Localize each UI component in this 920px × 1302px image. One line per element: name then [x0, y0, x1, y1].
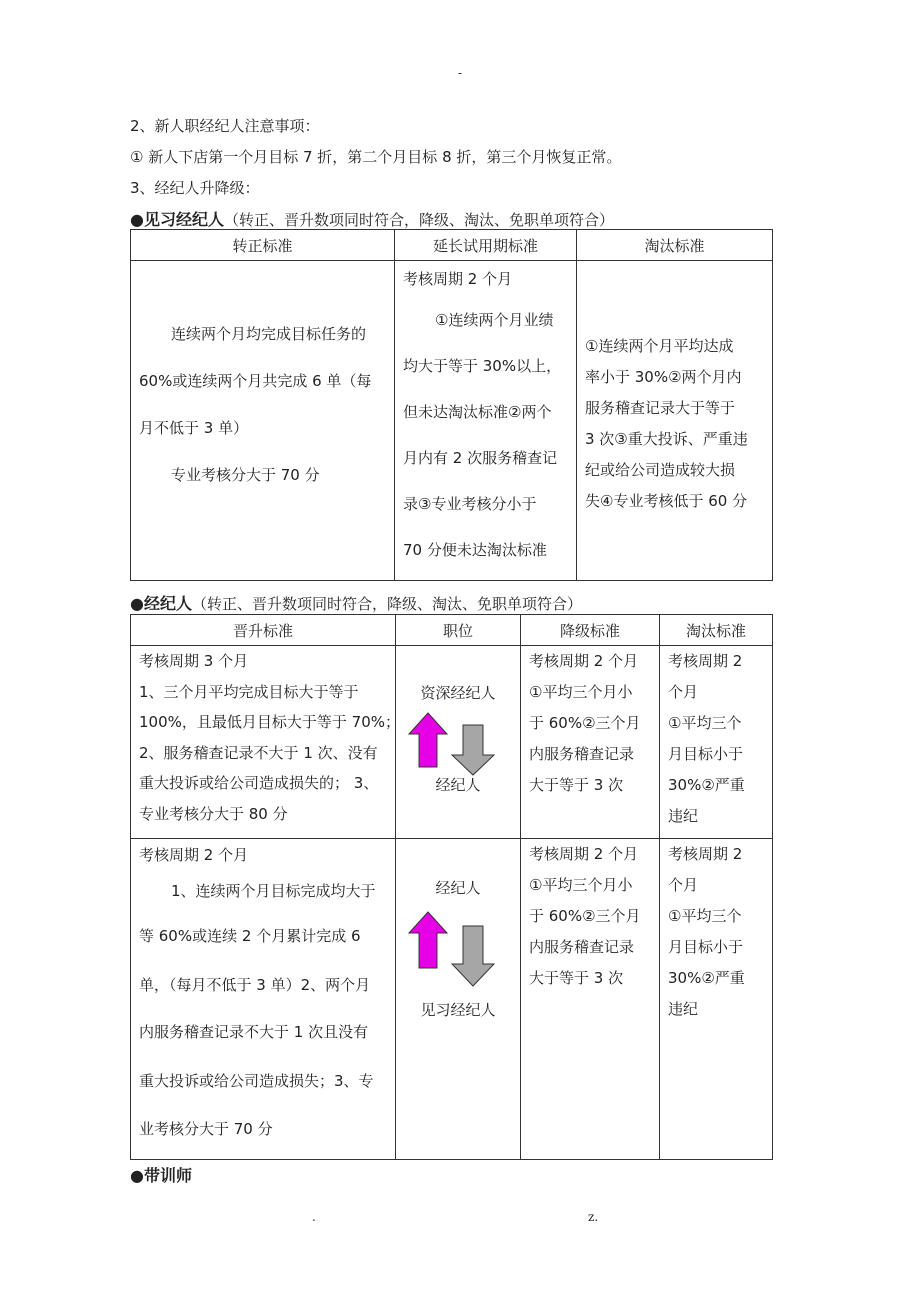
- trainee-col-extend: 延长试用期标准: [395, 230, 577, 261]
- agent-row2-position: [396, 839, 521, 1160]
- promote-line: 2、服务稽查记录不大于 1 次、没有: [139, 743, 378, 762]
- promote-line: 100%，且最低月目标大于等于 70%；: [139, 713, 400, 731]
- section3-title: 3、经纪人升降级：: [130, 179, 260, 197]
- promote-line: 专业考核分大于 80 分: [139, 804, 288, 823]
- agent-col-eliminate: 淘汰标准: [660, 615, 773, 646]
- eliminate-line: 30%②严重: [668, 776, 745, 794]
- eliminate-line: 个月: [668, 876, 699, 894]
- agent-row2-promote: [131, 839, 396, 1160]
- demote-line: ①平均三个月小: [529, 683, 633, 701]
- agent-heading: ●经纪人: [130, 594, 192, 613]
- agent-row1-eliminate: [660, 646, 773, 839]
- promote-line: 内服务稽查记录不大于 1 次且没有: [139, 1023, 369, 1041]
- eliminate-line: 月目标小于: [668, 745, 744, 763]
- trainee-col-confirm: 转正标准: [131, 230, 395, 261]
- trainee-extend-line: 录③专业考核分小于: [403, 495, 537, 513]
- eliminate-line: 个月: [668, 683, 699, 701]
- eliminate-line: 月目标小于: [668, 938, 744, 956]
- position-upper-label: 资深经纪人: [420, 684, 496, 702]
- promote-line: 单，（每月不低于 3 单）2、两个月: [139, 976, 371, 994]
- trainee-note: （转正、晋升数项同时符合，降级、淘汰、免职单项符合）: [223, 211, 614, 229]
- agent-note: （转正、晋升数项同时符合，降级、淘汰、免职单项符合）: [191, 595, 582, 613]
- footer-left-mark: .: [312, 1210, 316, 1224]
- section2-item1: ① 新人下店第一个月目标 7 折，第二个月目标 8 折，第三个月恢复正常。: [130, 148, 622, 166]
- position-upper-label: 经纪人: [435, 879, 481, 897]
- eliminate-line: ①平均三个: [668, 907, 742, 925]
- trainee-eliminate-line: 纪或给公司造成较大损: [585, 461, 736, 479]
- trainee-confirm-cell: [131, 261, 395, 581]
- trainee-eliminate-cell: [577, 261, 773, 581]
- up-arrow-icon: [408, 911, 448, 969]
- agent-col-promote: 晋升标准: [131, 615, 396, 646]
- eliminate-line: 考核周期 2: [668, 652, 743, 670]
- demote-line: 大于等于 3 次: [529, 969, 624, 987]
- trainee-confirm-line: 连续两个月均完成目标任务的: [171, 325, 367, 343]
- footer-right-mark: z.: [588, 1210, 599, 1224]
- position-lower-label: 见习经纪人: [420, 1001, 496, 1019]
- eliminate-line: 违纪: [668, 807, 699, 825]
- agent-row1-promote: [131, 646, 400, 839]
- trainee-extend-line: 月内有 2 次服务稽查记: [403, 449, 558, 467]
- demote-line: 于 60%②三个月: [529, 714, 641, 732]
- promote-line: 考核周期 2 个月: [139, 846, 249, 864]
- trainee-col-eliminate: 淘汰标准: [577, 230, 773, 261]
- trainee-confirm-line: 专业考核分大于 70 分: [171, 466, 320, 484]
- down-arrow-icon: [451, 724, 495, 776]
- agent-heading-line: [130, 591, 582, 614]
- demote-line: ①平均三个月小: [529, 876, 633, 894]
- agent-col-demote: 降级标准: [521, 615, 660, 646]
- trainee-eliminate-line: ①连续两个月平均达成: [585, 337, 734, 355]
- agent-row1-demote: [521, 646, 660, 839]
- demote-line: 于 60%②三个月: [529, 907, 641, 925]
- demote-line: 考核周期 2 个月: [529, 845, 639, 863]
- trainee-extend-line: 但未达淘汰标准②两个: [403, 403, 552, 421]
- promote-line: 1、三个月平均完成目标大于等于: [139, 682, 359, 701]
- agent-row1-position: [396, 646, 521, 839]
- trainee-eliminate-line: 率小于 30%②两个月内: [585, 368, 742, 386]
- trainee-eliminate-line: 3 次③重大投诉、严重违: [585, 430, 748, 448]
- trainee-eliminate-line: 失④专业考核低于 60 分: [585, 492, 748, 510]
- promote-line: 业考核分大于 70 分: [139, 1120, 273, 1138]
- demote-line: 内服务稽查记录: [529, 938, 635, 956]
- eliminate-line: 考核周期 2: [668, 845, 743, 863]
- promote-line: 等 60%或连续 2 个月累计完成 6: [139, 927, 361, 945]
- trainee-confirm-line: 月不低于 3 单）: [139, 419, 249, 437]
- demote-line: 大于等于 3 次: [529, 776, 624, 794]
- promote-line: 重大投诉或给公司造成损失；3、专: [139, 1072, 374, 1090]
- trainee-table: [130, 229, 773, 581]
- position-lower-label: 经纪人: [435, 776, 481, 794]
- agent-row2-eliminate: [660, 839, 773, 1160]
- trainee-extend-line: ①连续两个月业绩: [435, 311, 554, 329]
- trainer-heading: ●带训师: [130, 1166, 192, 1185]
- up-arrow-icon: [408, 712, 448, 768]
- section2-title: 2、新人职经纪人注意事项：: [130, 117, 320, 135]
- agent-table: [130, 614, 773, 1160]
- eliminate-line: 违纪: [668, 1000, 699, 1018]
- promote-line: 考核周期 3 个月: [139, 652, 249, 670]
- trainee-extend-line: 70 分便未达淘汰标准: [403, 541, 547, 559]
- trainee-eliminate-line: 服务稽查记录大于等于: [585, 399, 736, 417]
- promote-line: 重大投诉或给公司造成损失的； 3、: [139, 774, 379, 792]
- agent-row2-demote: [521, 839, 660, 1160]
- trainee-confirm-line: 60%或连续两个月共完成 6 单（每: [139, 372, 372, 390]
- eliminate-line: ①平均三个: [668, 714, 742, 732]
- trainee-extend-cell: [395, 261, 577, 581]
- down-arrow-icon: [451, 925, 495, 987]
- agent-col-position: 职位: [396, 615, 521, 646]
- trainee-heading-line: [130, 207, 614, 230]
- trainee-extend-line: 考核周期 2 个月: [403, 270, 513, 288]
- trainee-heading: ●见习经纪人: [130, 210, 224, 229]
- demote-line: 内服务稽查记录: [529, 745, 635, 763]
- promote-line: 1、连续两个月目标完成均大于: [171, 882, 376, 900]
- header-mark: -: [458, 66, 463, 80]
- demote-line: 考核周期 2 个月: [529, 652, 639, 670]
- eliminate-line: 30%②严重: [668, 969, 745, 987]
- trainee-extend-line: 均大于等于 30%以上，: [403, 357, 562, 375]
